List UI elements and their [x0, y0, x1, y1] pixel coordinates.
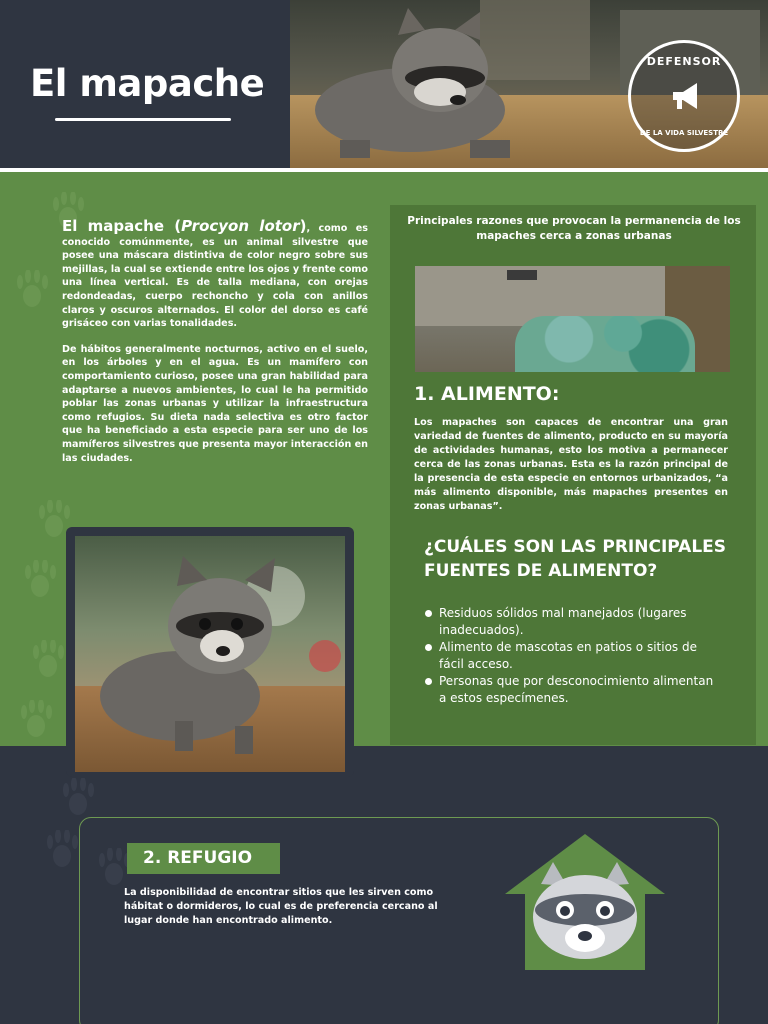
badge-bottom-text: DE LA VIDA SILVESTRE — [639, 129, 729, 137]
paw-print-icon — [60, 778, 96, 818]
list-item: Residuos sólidos mal manejados (lugares inadecuados). — [424, 605, 724, 639]
intro-paragraph-1 — [62, 217, 368, 331]
paw-print-icon — [22, 560, 58, 600]
title-underline — [55, 118, 231, 121]
fuentes-heading: ¿CUÁLES SON LAS PRINCIPALES FUENTES DE ALIMENTO? — [424, 537, 727, 581]
alimento-text: Los mapaches son capaces de encontrar una gran variedad de fuentes de alimento, producto en su mayoría de actividades humanas, esto los motiva a permanecer cerca de las zonas urbanas. Esta es la razón principal de la presencia de esta especie en entornos urbanizados, “a más alimento disponible, más mapaches presentes en zonas urbanas”. — [414, 417, 728, 512]
house-raccoon-icon — [505, 832, 665, 972]
paw-print-icon — [44, 830, 80, 870]
intro-scientific-name: Procyon lotor — [181, 217, 300, 235]
paw-print-icon — [18, 700, 54, 740]
intro-lead-close: ) — [299, 217, 307, 235]
badge-top-text: DEFENSOR — [646, 55, 722, 68]
list-item: Personas que por desconocimiento alimentan a estos especímenes. — [424, 673, 724, 707]
trash-photo — [415, 266, 730, 372]
paw-print-icon — [14, 270, 50, 310]
raccoon-photo — [75, 536, 345, 772]
page-title: El mapache — [30, 62, 265, 105]
intro-text — [62, 217, 368, 477]
defensor-badge — [628, 40, 740, 152]
paw-print-icon — [30, 640, 66, 680]
list-item: Alimento de mascotas en patios o sitios de fácil acceso. — [424, 639, 724, 673]
intro-lead-name: El mapache ( — [62, 217, 182, 235]
refugio-text: La disponibilidad de encontrar sitios que les sirven como hábitat o dormideros, lo cual es de preferencia cercano al lugar donde han encontrado alimento. — [124, 887, 438, 926]
fuentes-list — [424, 605, 724, 707]
alimento-heading: 1. ALIMENTO: — [414, 383, 560, 405]
megaphone-icon — [669, 79, 703, 113]
intro-paragraph-2: De hábitos generalmente nocturnos, activo en el suelo, en los árboles y en el agua. Es un mamífero con comportamiento curioso, posee una gran habilidad para adaptarse a nuevos ambientes, lo cual le ha permitido poblar las zonas urbanas y utilizar la infraestructura como refugios. Su dieta nada selectiva es otro factor que ha beneficiado a esta especie para ser uno de los mamíferos silvestres que presenta mayor interacción en las ciudades. — [62, 343, 368, 464]
refugio-heading: 2. REFUGIO — [143, 848, 253, 868]
razones-title: Principales razones que provocan la permanencia de los mapaches cerca a zonas urbanas — [407, 215, 741, 242]
intro-paragraph-1-rest: , como es conocido comúnmente, es un animal silvestre que posee una máscara distintiva de color negro sobre sus mejillas, la cual se extiende entre los ojos y frente como una línea vertical. Es de talla mediana, con orejas redondeadas, cuerpo rechoncho y cola con anillos claros y oscuros alternados. El color del dorso es café grisáceo con varias tonalidades. — [62, 223, 368, 330]
